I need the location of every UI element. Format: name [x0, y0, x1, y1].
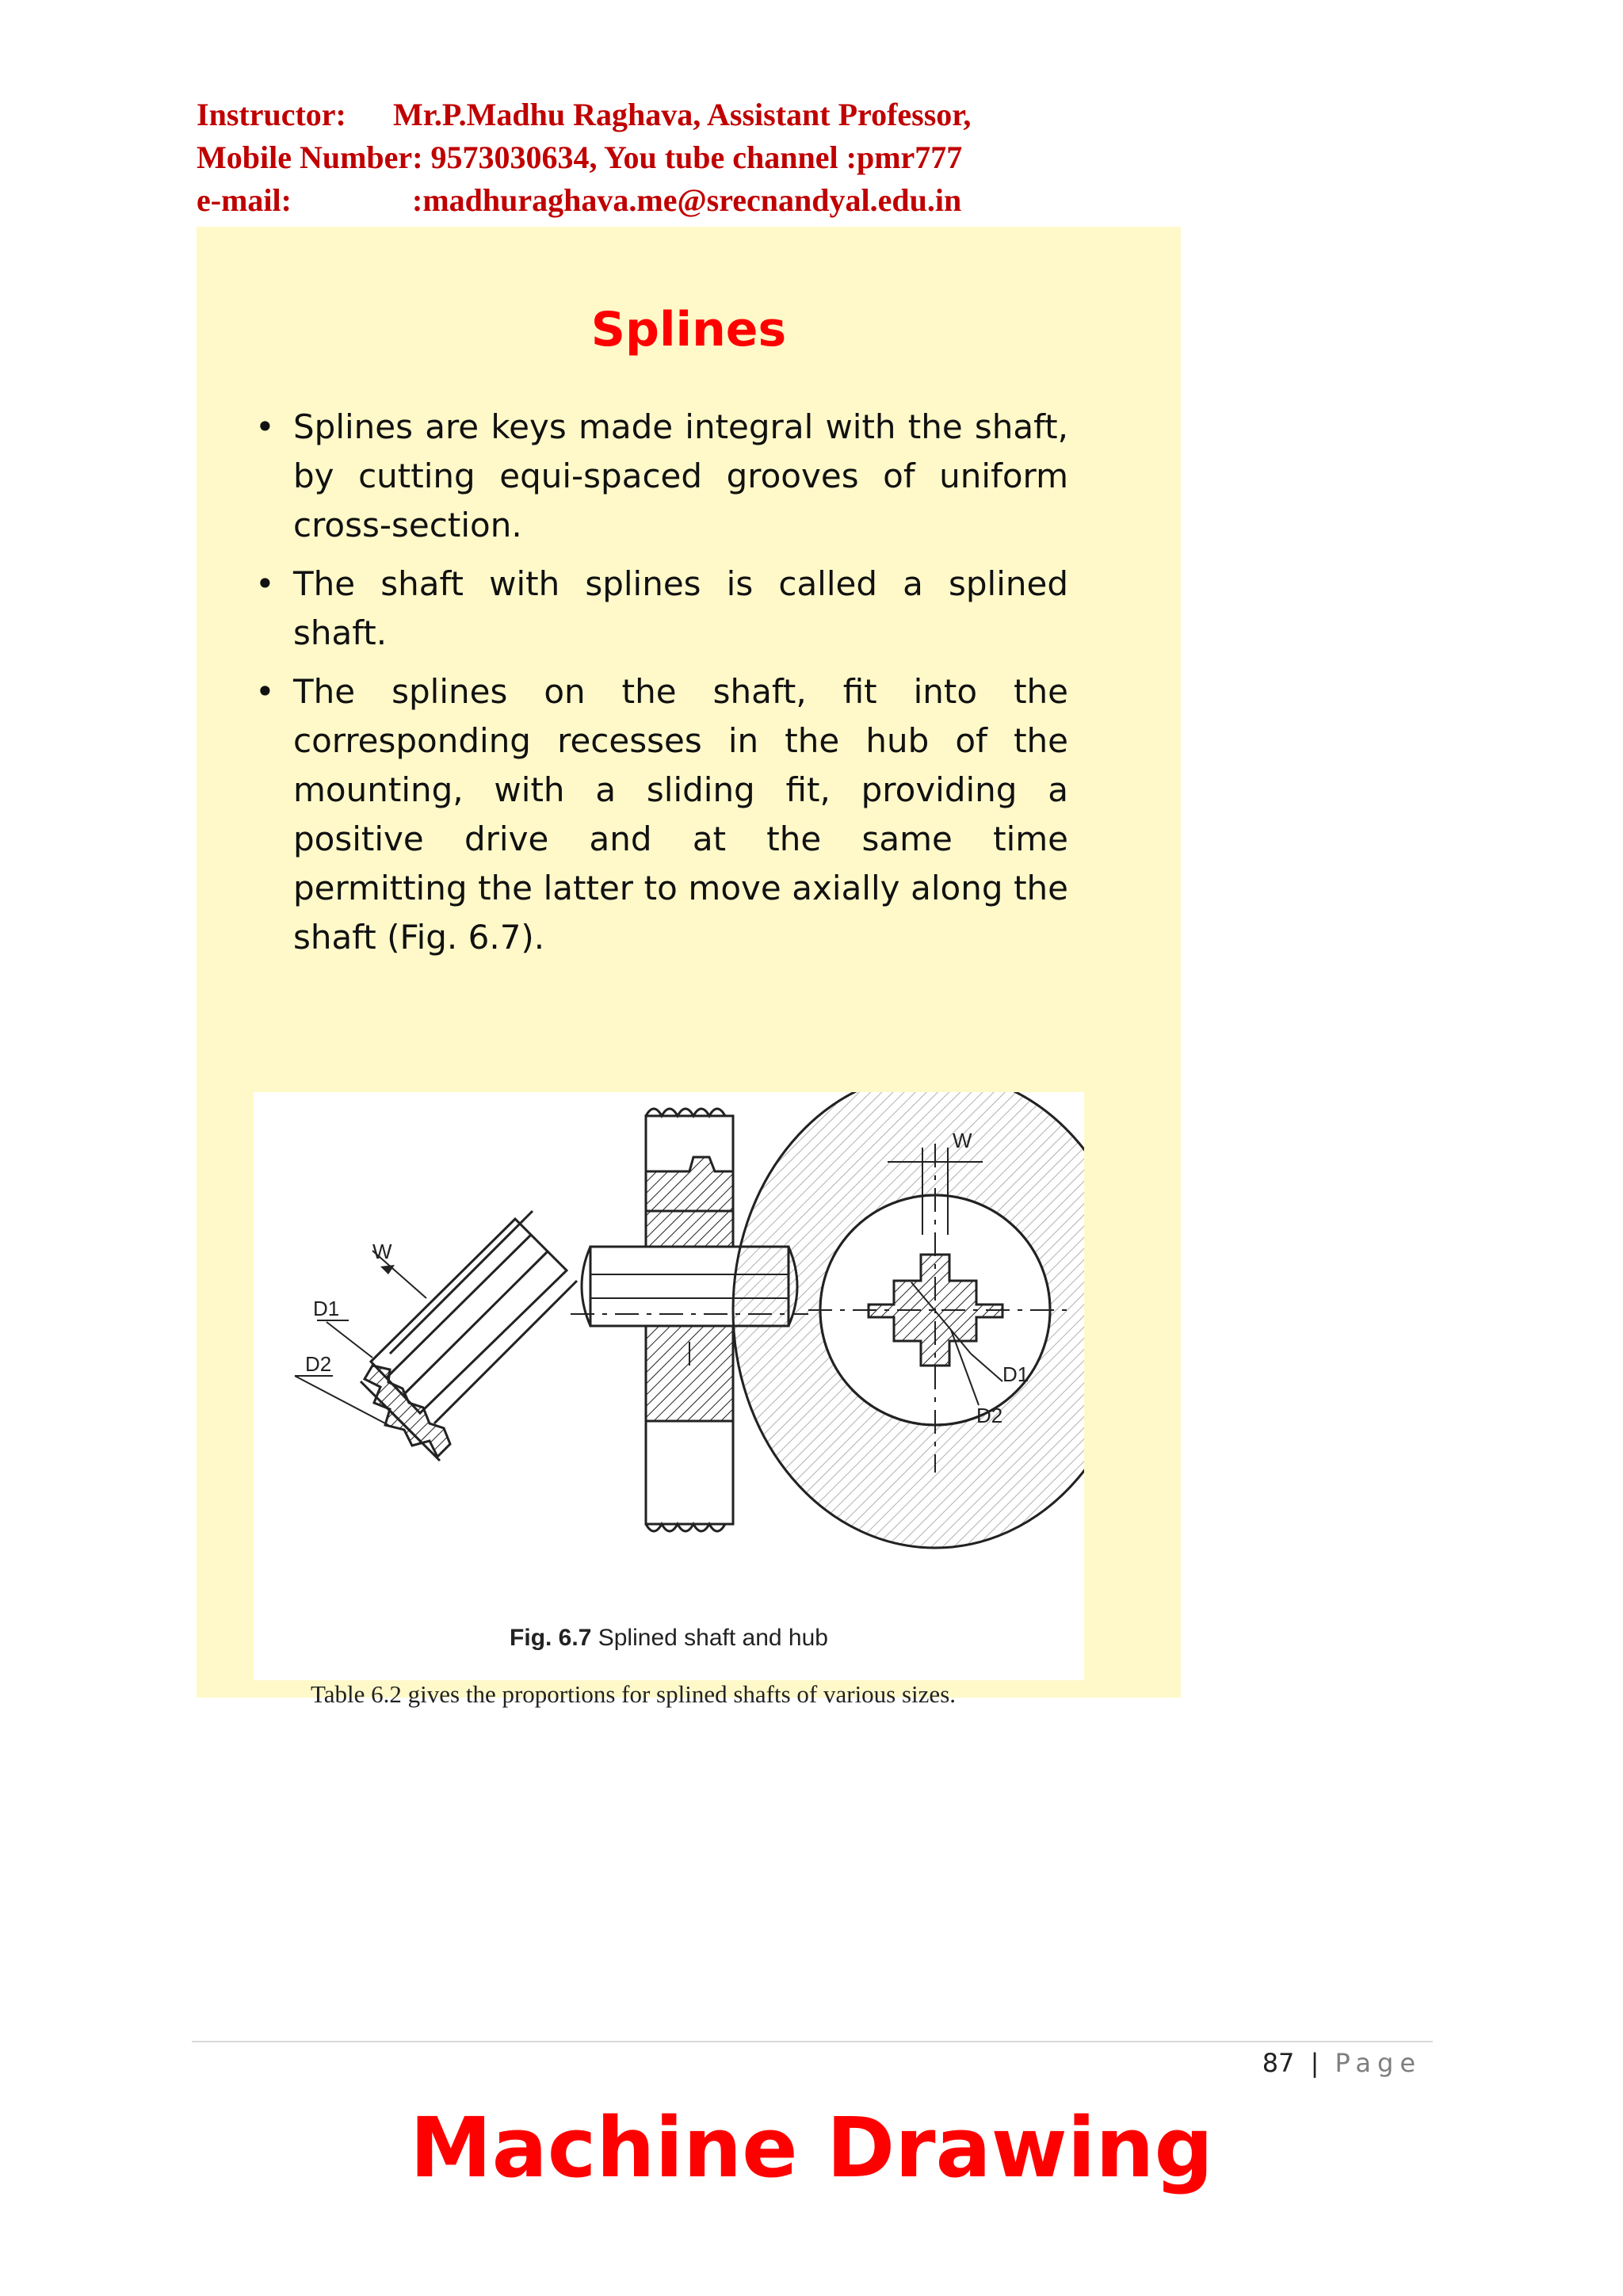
page-word: Page — [1335, 2048, 1422, 2078]
footer-title: Machine Drawing — [410, 2099, 1213, 2196]
bullet-text: The shaft with splines is called a splined shaft. — [293, 564, 1068, 652]
footer-divider — [192, 2041, 1433, 2042]
slide-title: Splines — [590, 302, 787, 357]
figure-caption-text: Splined shaft and hub — [598, 1625, 828, 1651]
email-label: e-mail: — [197, 182, 292, 218]
instructor-label: Instructor: — [197, 97, 346, 132]
figure-note: Table 6.2 gives the proportions for splined shafts of various sizes. — [311, 1680, 957, 1708]
instructor-name: Mr.P.Madhu Raghava, Assistant Professor, — [393, 97, 972, 132]
email-address: :madhuraghava.me@srecnandyal.edu.in — [412, 182, 962, 218]
email-line — [197, 179, 1227, 222]
bullet-item — [244, 667, 1068, 962]
page-number: 87 — [1262, 2048, 1295, 2078]
instructor-header — [197, 94, 1227, 222]
page-number-block — [1262, 2048, 1422, 2078]
label-d1-section: D1 — [1002, 1362, 1029, 1386]
bullet-item — [244, 403, 1068, 550]
splined-shaft-drawing — [254, 1092, 1084, 1615]
bullet-text: The splines on the shaft, fit into the corresponding recesses in the hub of the mounting, with a sliding fit, providing a positive drive and at the same time permitting the latter to move axially along the shaft (Fig. 6.7). — [293, 672, 1068, 957]
instructor-line — [197, 94, 1227, 136]
isometric-shaft-view — [295, 1211, 577, 1461]
mobile-text: Mobile Number: 9573030634, You tube channel :pmr777 — [197, 139, 963, 175]
figure-caption — [254, 1625, 1084, 1652]
bullet-item — [244, 560, 1068, 658]
label-d2-isometric: D2 — [305, 1352, 332, 1376]
bullet-icon: • — [255, 407, 275, 446]
mobile-line — [197, 136, 1227, 179]
page-separator: | — [1310, 2048, 1319, 2078]
bullet-icon: • — [255, 564, 275, 603]
slide-panel — [197, 227, 1181, 1708]
figure-number: Fig. 6.7 — [510, 1625, 592, 1651]
bullet-icon: • — [255, 672, 275, 711]
label-w-section: W — [953, 1129, 972, 1152]
splined-shaft-figure — [254, 1092, 1084, 1708]
bullet-list — [244, 403, 1068, 972]
bullet-text: Splines are keys made integral with the shaft, by cutting equi-spaced grooves of uniform cross-section. — [293, 407, 1068, 544]
label-d2-section: D2 — [976, 1404, 1003, 1427]
label-w-isometric: W — [372, 1240, 392, 1263]
hub-cross-section-view — [733, 1092, 1084, 1548]
label-d1-isometric: D1 — [313, 1297, 340, 1320]
